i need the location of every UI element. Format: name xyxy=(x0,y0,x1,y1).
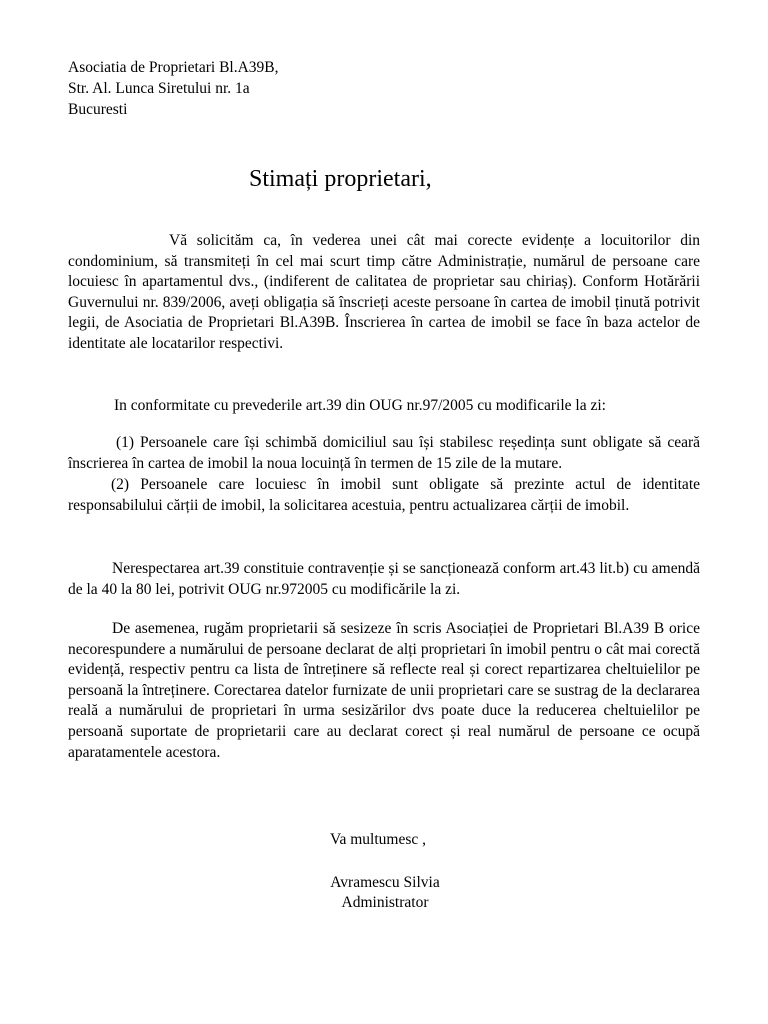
signer-title: Administrator xyxy=(341,894,429,911)
signer-name: Avramescu Silvia xyxy=(330,874,440,891)
letter-salutation: Stimați proprietari, xyxy=(249,166,432,192)
paragraph-legal-reference: In conformitate cu prevederile art.39 din OUG nr.97/2005 cu modificarile la zi: xyxy=(114,397,606,414)
sender-city: Bucuresti xyxy=(68,101,128,118)
paragraph-provision-1: (1) Persoanele care își schimbă domiciliul sau își stabilesc reședința sunt obligate să ceară înscrierea în cartea de imobil la noua locuință în termen de 15 zile de la mutare. xyxy=(68,434,700,472)
paragraph-request: Vă solicităm ca, în vederea unei cât mai corecte evidențe a locuitorilor din condominium, să transmiteți în cel mai scurt timp către Administrație, numărul de persoane care locuiesc în apartamentul dvs., (indiferent de calitatea de proprietar sau chiriaș). Conform Hotărării Guvernului nr. 839/2006, aveți obligația să înscrieți aceste persoane în cartea de imobil ținută potrivit legii, de Asociatia de Proprietari Bl.A39B. Înscrierea în cartea de imobil se face în baza actelor de identitate ale locatarilor respectivi. xyxy=(68,232,700,352)
signature-block xyxy=(320,873,450,913)
sender-association-name: Asociatia de Proprietari Bl.A39B, xyxy=(68,59,279,76)
sender-address-block xyxy=(68,57,279,120)
letter-closing: Va multumesc , xyxy=(330,831,426,848)
sender-street-address: Str. Al. Lunca Siretului nr. 1a xyxy=(68,80,250,97)
paragraph-provision-2: (2) Persoanele care locuiesc în imobil sunt obligate să prezinte actul de identitate responsabilului cărții de imobil, la solicitarea acestuia, pentru actualizarea cărții de imobil. xyxy=(68,476,700,514)
paragraph-reporting-request: De asemenea, rugăm proprietarii să sesizeze în scris Asociației de Proprietari Bl.A39 B orice necorespundere a numărului de persoane declarat de alți proprietari în imobil pentru o cât mai corectă evidență, respectiv pentru ca lista de întreținere să reflecte real și corect repartizarea cheltuielilor pe persoană la întreținere. Corectarea datelor furnizate de unii proprietari care se sustrag de la declararea reală a numărului de proprietari în urma sesizărilor dvs poate duce la reducerea cheltuielilor pe persoană suportate de proprietarii care au declarat corect și real numărul de persoane ce ocupă aparatamentele acestora. xyxy=(68,620,700,761)
paragraph-penalty: Nerespectarea art.39 constituie contravenție și se sancționează conform art.43 lit.b) cu amendă de la 40 la 80 lei, potrivit OUG nr.972005 cu modificările la zi. xyxy=(68,560,700,598)
